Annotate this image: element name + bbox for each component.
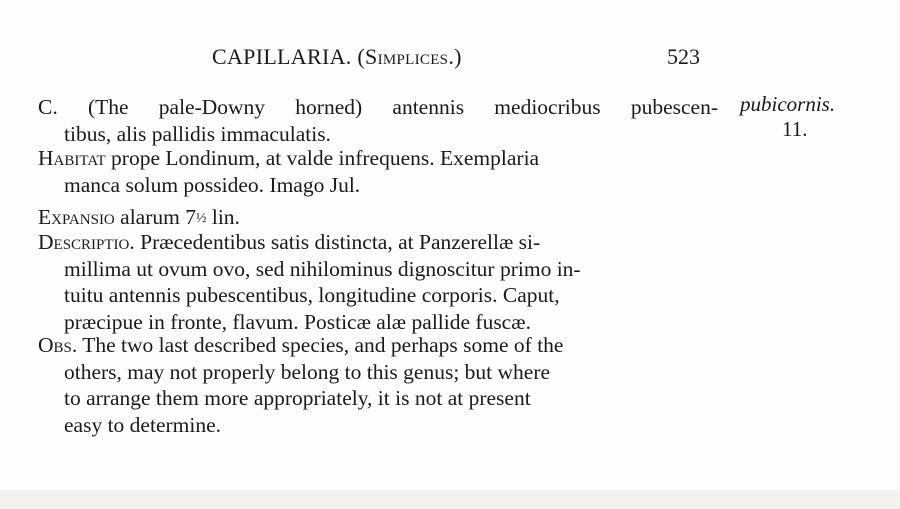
obs-label: Obs. <box>38 333 78 357</box>
habitat-paragraph <box>38 145 718 198</box>
expansio-text: alarum 7 <box>120 205 196 229</box>
section-subtitle: Simplices <box>365 44 449 69</box>
habitat-line-2: manca solum possideo. Imago Jul. <box>64 172 361 197</box>
descriptio-paragraph <box>38 229 718 335</box>
subtitle-close: .) <box>448 44 462 69</box>
descriptio-line-2: millima ut ovum ovo, sed nihilominus dignoscitur primo in- <box>64 256 581 281</box>
expansio-unit: lin. <box>211 205 240 229</box>
entry-line-1: C. (The pale-Downy horned) antennis mediocribus pubescen- <box>38 95 718 119</box>
habitat-text-1: prope Londinum, at valde infrequens. Exemplaria <box>111 146 540 170</box>
obs-line-2: others, may not properly belong to this genus; but where <box>64 359 551 384</box>
descriptio-line-1 <box>38 229 718 256</box>
genus-title: CAPILLARIA. <box>212 44 352 69</box>
habitat-line-1 <box>38 145 718 172</box>
obs-text-1: The two last described species, and perhaps some of the <box>82 333 564 357</box>
obs-line-3: to arrange them more appropriately, it is not at present <box>64 386 531 410</box>
obs-line-1 <box>38 332 718 359</box>
entry-line-2: tibus, alis pallidis immaculatis. <box>64 121 331 146</box>
margin-species-name: pubicornis. <box>740 92 836 116</box>
observation-paragraph <box>38 332 718 438</box>
habitat-label: Habitat <box>38 146 106 170</box>
subtitle-open: ( <box>357 44 366 69</box>
descriptio-text-1: Præcedentibus satis distincta, at Panzerellæ si- <box>140 230 541 254</box>
margin-species-number: 11. <box>782 117 808 141</box>
running-header <box>212 44 462 70</box>
species-entry <box>38 94 718 147</box>
page-number: 523 <box>667 44 700 69</box>
expansio-label: Expansio <box>38 205 115 229</box>
descriptio-line-4: præcipue in fronte, flavum. Posticæ alæ pallide fuscæ. <box>64 309 531 334</box>
obs-line-4: easy to determine. <box>64 412 222 437</box>
expansio-fraction: ½ <box>195 211 207 226</box>
descriptio-line-3: tuitu antennis pubescentibus, longitudine corporis. Caput, <box>64 283 560 307</box>
descriptio-label: Descriptio. <box>38 230 135 254</box>
